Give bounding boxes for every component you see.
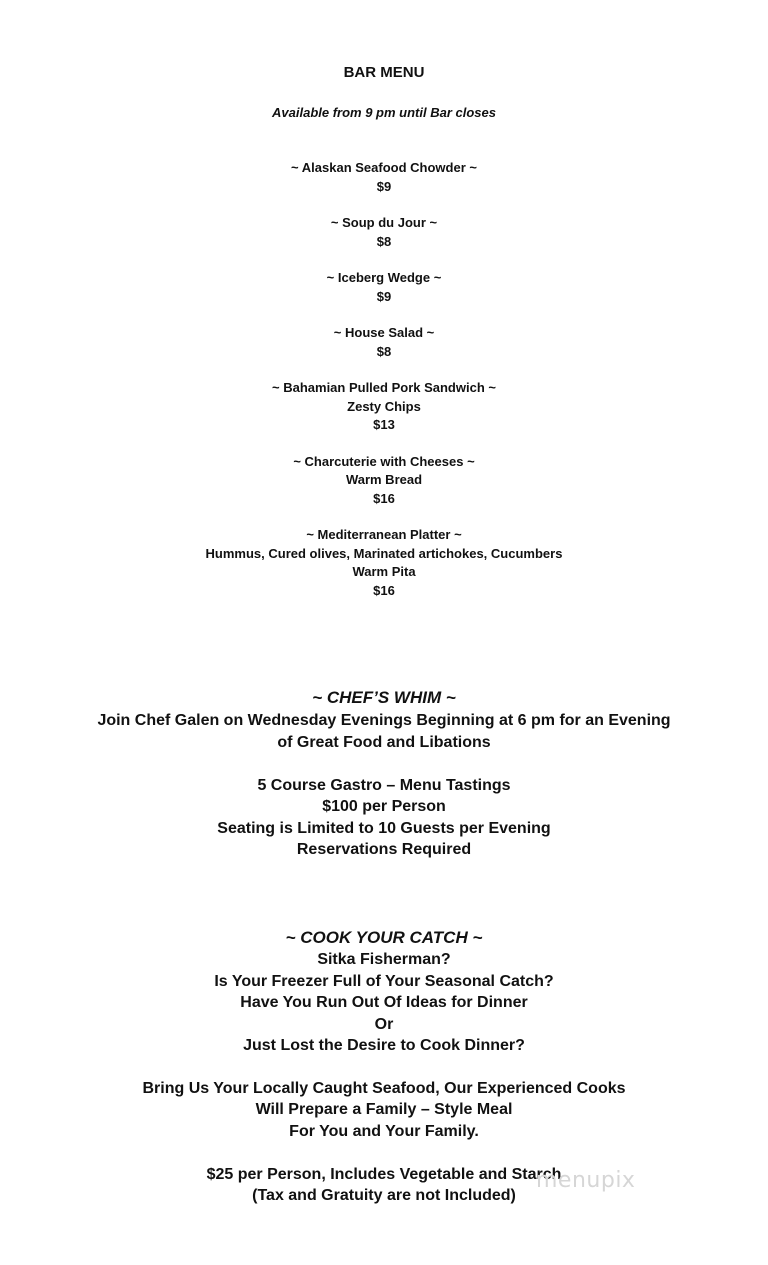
availability-note: Available from 9 pm until Bar closes xyxy=(272,105,496,120)
cook-your-catch-question: Is Your Freezer Full of Your Seasonal Catch? xyxy=(214,973,554,990)
item-name: ~ Iceberg Wedge ~ xyxy=(326,270,442,285)
chefs-whim-detail: $100 per Person xyxy=(322,798,446,815)
item-detail: Warm Bread xyxy=(345,472,423,487)
item-price: $16 xyxy=(373,583,395,598)
item-name: ~ Bahamian Pulled Pork Sandwich ~ xyxy=(272,380,496,395)
cook-your-catch-question: Sitka Fisherman? xyxy=(317,951,451,968)
chefs-whim-heading: ~ CHEF’S WHIM ~ xyxy=(312,688,456,707)
item-name: ~ House Salad ~ xyxy=(333,325,435,340)
cook-your-catch-offer: Will Prepare a Family – Style Meal xyxy=(255,1101,513,1118)
item-detail: Hummus, Cured olives, Marinated artichokes, Cucumbers xyxy=(205,546,563,561)
chefs-whim-detail: 5 Course Gastro – Menu Tastings xyxy=(257,777,511,794)
page-title: BAR MENU xyxy=(343,64,425,81)
item-name: ~ Mediterranean Platter ~ xyxy=(306,527,462,542)
chefs-whim-intro: Join Chef Galen on Wednesday Evenings Beginning at 6 pm for an Evening xyxy=(97,712,671,729)
cook-your-catch-heading: ~ COOK YOUR CATCH ~ xyxy=(285,928,483,947)
item-detail: Zesty Chips xyxy=(347,399,421,414)
item-detail: Warm Pita xyxy=(352,564,416,579)
item-price: $16 xyxy=(373,491,395,506)
item-price: $13 xyxy=(373,417,395,432)
cook-your-catch-question: Have You Run Out Of Ideas for Dinner xyxy=(240,994,528,1011)
cook-your-catch-pricing: (Tax and Gratuity are not Included) xyxy=(252,1187,516,1204)
cook-your-catch-offer: Bring Us Your Locally Caught Seafood, Our Experienced Cooks xyxy=(142,1080,626,1097)
chefs-whim-detail: Seating is Limited to 10 Guests per Evening xyxy=(217,820,551,837)
cook-your-catch-question: Or xyxy=(374,1016,394,1033)
menupix-watermark: menupix xyxy=(536,1168,636,1193)
item-price: $8 xyxy=(376,234,392,249)
item-price: $9 xyxy=(376,289,392,304)
cook-your-catch-pricing: $25 per Person, Includes Vegetable and Starch xyxy=(206,1166,562,1183)
item-name: ~ Alaskan Seafood Chowder ~ xyxy=(291,160,477,175)
chefs-whim-intro: of Great Food and Libations xyxy=(277,734,491,751)
cook-your-catch-question: Just Lost the Desire to Cook Dinner? xyxy=(243,1037,525,1054)
chefs-whim-detail: Reservations Required xyxy=(296,841,472,858)
cook-your-catch-offer: For You and Your Family. xyxy=(289,1123,479,1140)
item-name: ~ Soup du Jour ~ xyxy=(330,215,438,230)
item-price: $8 xyxy=(376,344,392,359)
item-name: ~ Charcuterie with Cheeses ~ xyxy=(293,454,475,469)
item-price: $9 xyxy=(376,179,392,194)
